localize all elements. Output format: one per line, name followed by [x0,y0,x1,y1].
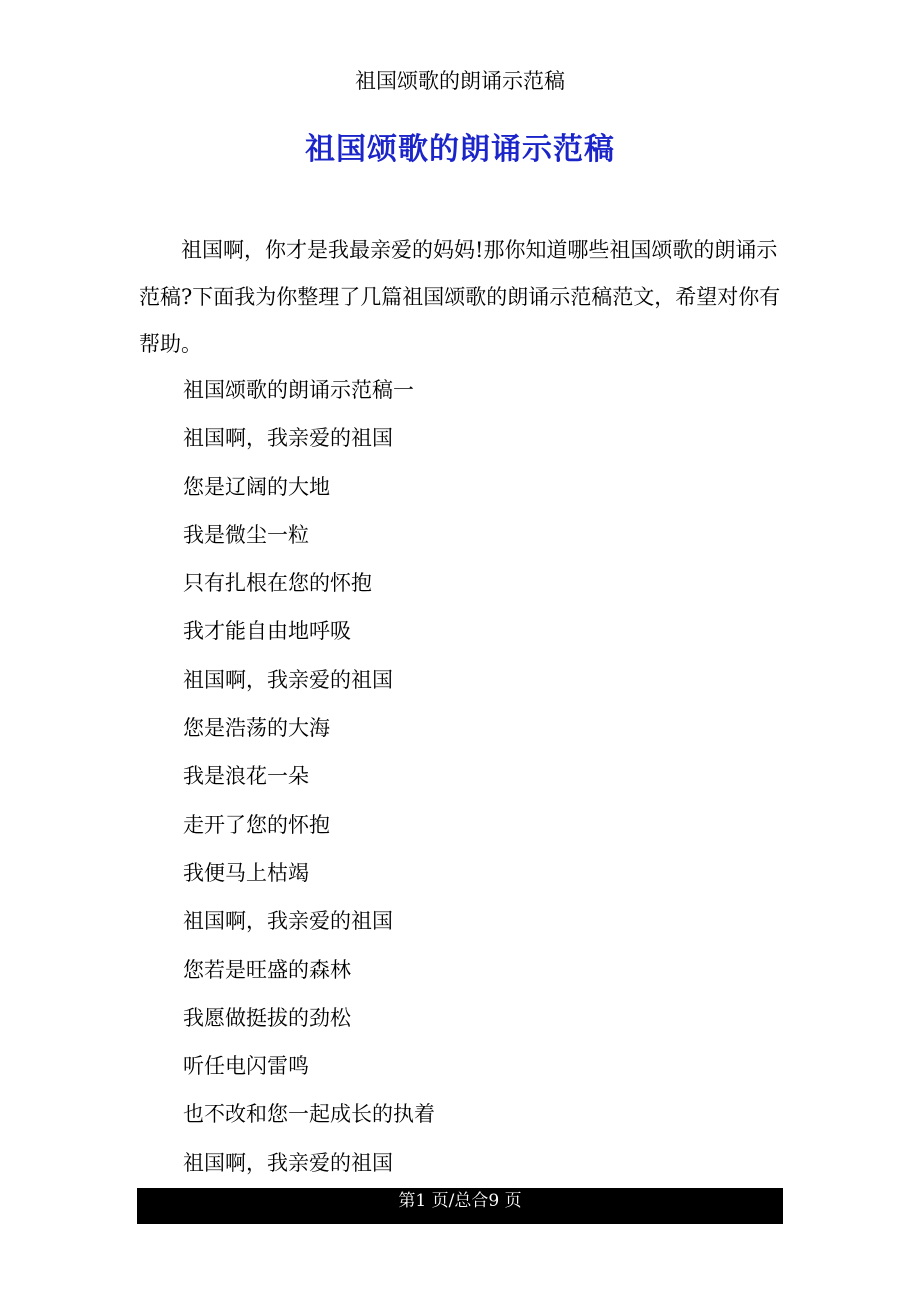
poem-line: 您若是旺盛的森林 [183,957,351,982]
poem-line: 祖国啊，我亲爱的祖国 [183,426,393,451]
poem-line: 听任电闪雷鸣 [183,1054,309,1079]
poem-line: 祖国颂歌的朗诵示范稿一 [183,378,414,402]
page-number: 第1 页/总合9 页 [398,1191,522,1211]
poem-line: 也不改和您一起成长的执着 [183,1102,435,1127]
poem-line: 祖国啊，我亲爱的祖国 [183,667,393,692]
page-footer [137,1188,783,1224]
poem-line: 走开了您的怀抱 [183,812,330,837]
running-header: 祖国颂歌的朗诵示范稿 [355,69,565,93]
poem-line: 您是辽阔的大地 [183,474,330,499]
intro-paragraph: 祖国啊，你才是我最亲爱的妈妈!那你知道哪些祖国颂歌的朗诵示范稿?下面我为你整理了几篇祖国颂歌的朗诵示范稿范文，希望对你有帮助。 [139,238,781,356]
poem-lines [139,366,783,1187]
poem-line: 我是浪花一朵 [183,764,309,789]
poem-line: 我愿做挺拔的劲松 [183,1005,351,1030]
poem-line: 祖国啊，我亲爱的祖国 [183,909,393,934]
poem-line: 只有扎根在您的怀抱 [183,571,372,596]
poem-line: 您是浩荡的大海 [183,716,330,741]
poem-line: 我便马上枯竭 [183,860,309,885]
document-title: 祖国颂歌的朗诵示范稿 [305,132,615,167]
poem-line: 我是微尘一粒 [183,522,309,547]
poem-line: 我才能自由地呼吸 [183,619,351,644]
poem-line: 祖国啊，我亲爱的祖国 [183,1150,393,1175]
